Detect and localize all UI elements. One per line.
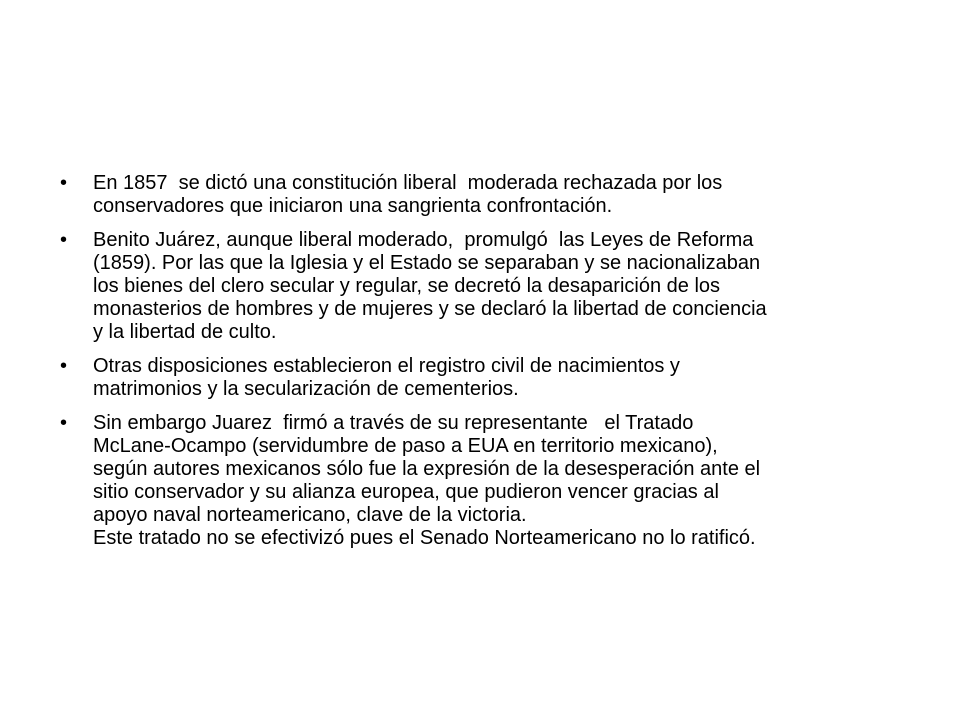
text-line: y la libertad de culto. (93, 321, 277, 343)
text-line: Otras disposiciones establecieron el registro civil de nacimientos y (93, 355, 680, 377)
bullet-list (60, 172, 910, 561)
text-line: conservadores que iniciaron una sangrienta confrontación. (93, 195, 613, 217)
bullet-icon: • (60, 412, 68, 434)
text-line: Benito Juárez, aunque liberal moderado, promulgó las Leyes de Reforma (93, 229, 754, 251)
text-line: (1859). Por las que la Iglesia y el Estado se separaban y se nacionalizaban (93, 252, 761, 274)
text-line: En 1857 se dictó una constitución liberal moderada rechazada por los (93, 172, 723, 194)
bullet-text (93, 229, 910, 344)
bullet-item (60, 355, 910, 401)
text-line: McLane-Ocampo (servidumbre de paso a EUA en territorio mexicano), (93, 435, 718, 457)
text-line: los bienes del clero secular y regular, se decretó la desaparición de los (93, 275, 721, 297)
bullet-text (93, 412, 910, 550)
bullet-icon: • (60, 172, 68, 194)
bullet-text (93, 355, 910, 401)
bullet-text (93, 172, 910, 218)
bullet-icon: • (60, 355, 68, 377)
text-line: monasterios de hombres y de mujeres y se declaró la libertad de conciencia (93, 298, 767, 320)
text-line: apoyo naval norteamericano, clave de la victoria. (93, 504, 527, 526)
bullet-item (60, 412, 910, 550)
text-line: Este tratado no se efectivizó pues el Senado Norteamericano no lo ratificó. (93, 527, 756, 549)
text-line: sitio conservador y su alianza europea, que pudieron vencer gracias al (93, 481, 719, 503)
text-line: Sin embargo Juarez firmó a través de su representante el Tratado (93, 412, 694, 434)
bullet-item (60, 172, 910, 218)
bullet-item (60, 229, 910, 344)
text-line: según autores mexicanos sólo fue la expresión de la desesperación ante el (93, 458, 761, 480)
bullet-icon: • (60, 229, 68, 251)
text-line: matrimonios y la secularización de cementerios. (93, 378, 519, 400)
